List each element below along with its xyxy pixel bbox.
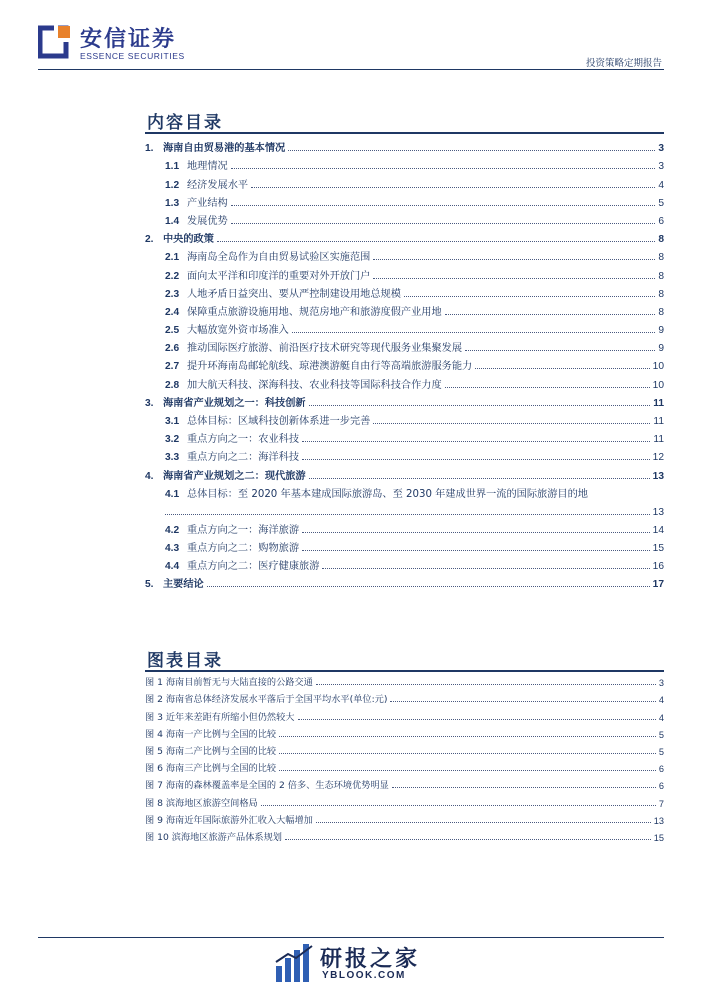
toc-entry-page: 10 xyxy=(652,379,664,391)
leader-dots xyxy=(316,822,651,823)
leader-dots xyxy=(292,332,655,333)
leader-dots xyxy=(309,478,650,479)
leader-dots xyxy=(231,223,656,224)
toc-entry-number: 4.3 xyxy=(165,542,180,554)
toc-entry[interactable] xyxy=(145,209,664,227)
leader-dots xyxy=(445,314,656,315)
toc-entry-page: 3 xyxy=(658,143,664,155)
leader-dots xyxy=(279,753,656,754)
toc-entry-page: 6 xyxy=(658,215,664,227)
figure-entry[interactable] xyxy=(145,740,664,757)
toc-entry[interactable] xyxy=(145,263,664,281)
toc-entry-text: 地理情况 xyxy=(187,161,228,173)
leader-dots xyxy=(392,787,656,788)
toc-entry[interactable] xyxy=(145,409,664,427)
toc-entry[interactable] xyxy=(145,336,664,354)
watermark xyxy=(272,940,472,988)
toc-entry-text: 推动国际医疗旅游、前沿医疗技术研究等现代服务业集聚发展 xyxy=(187,343,463,355)
toc-entry-text: 总体目标：区域科技创新体系进一步完善 xyxy=(187,416,371,427)
toc-entry-page: 11 xyxy=(653,416,664,427)
toc-entry-page: 3 xyxy=(658,161,664,173)
figure-entry-text: 图 6 海南三产比例与全国的比较 xyxy=(145,763,277,775)
figure-entry-text: 图 7 海南的森林覆盖率是全国的 2 倍多、生态环境优势明显 xyxy=(145,780,389,792)
header-divider xyxy=(38,69,664,70)
figure-entry-text: 图 4 海南一产比例与全国的比较 xyxy=(145,728,277,740)
toc-entry[interactable] xyxy=(145,172,664,190)
toc-entry-number: 4.4 xyxy=(165,561,180,573)
figure-entry-text: 图 8 滨海地区旅游空间格局 xyxy=(145,797,258,809)
figure-entry[interactable] xyxy=(145,791,664,808)
toc-entry-text: 中央的政策 xyxy=(163,234,214,246)
leader-dots xyxy=(302,532,650,533)
leader-dots xyxy=(373,423,650,424)
toc-entry[interactable] xyxy=(145,445,664,463)
figures-title: 图表目录 xyxy=(147,651,223,671)
toc-entry-page: 11 xyxy=(653,434,664,446)
figure-entry-page: 4 xyxy=(658,695,664,706)
figure-entry[interactable] xyxy=(145,723,664,740)
toc-entry-number: 1.2 xyxy=(165,179,180,191)
toc-entry-text: 产业结构 xyxy=(187,197,228,209)
toc-entry-page: 13 xyxy=(652,506,664,518)
footer-divider xyxy=(38,937,664,938)
toc-entry-text: 大幅放宽外资市场准入 xyxy=(187,325,289,337)
watermark-text-cn: 研报之家 xyxy=(320,947,421,972)
figure-entry-text: 图 2 海南省总体经济发展水平落后于全国平均水平(单位:元) xyxy=(145,694,388,706)
toc-entry-number: 2. xyxy=(145,234,154,246)
leader-dots xyxy=(285,839,651,840)
watermark-text-en: YBLOOK.COM xyxy=(322,970,406,981)
toc-entry-page: 4 xyxy=(658,179,664,191)
toc-entry[interactable] xyxy=(145,154,664,172)
leader-dots xyxy=(404,296,655,297)
toc-entry[interactable] xyxy=(145,427,664,445)
figure-entry-text: 图 1 海南目前暂无与大陆直接的公路交通 xyxy=(145,677,313,689)
leader-dots xyxy=(316,684,656,685)
toc-entry[interactable] xyxy=(145,354,664,372)
toc-entry[interactable] xyxy=(145,372,664,390)
toc-entry-page: 5 xyxy=(658,197,664,209)
report-type-label: 投资策略定期报告 xyxy=(585,58,662,69)
toc-entry-number: 1.4 xyxy=(165,215,180,227)
toc-entry-page: 16 xyxy=(652,561,664,573)
leader-dots xyxy=(302,550,650,551)
figure-entry-text: 图 5 海南二产比例与全国的比较 xyxy=(145,745,277,757)
toc-entry[interactable] xyxy=(145,536,664,554)
toc-entry-number: 3.1 xyxy=(165,416,180,427)
toc-entry-number: 2.5 xyxy=(165,325,180,337)
toc-entry-number: 5. xyxy=(145,579,154,591)
toc-entry-page: 10 xyxy=(652,361,664,373)
toc-entry[interactable] xyxy=(145,554,664,572)
toc-entry-text: 经济发展水平 xyxy=(187,179,249,191)
toc-entry-number: 3.3 xyxy=(165,452,180,464)
leader-dots xyxy=(302,459,650,460)
leader-dots xyxy=(322,568,649,569)
toc-entry-text: 重点方向之二：医疗健康旅游 xyxy=(187,561,320,573)
toc-entry[interactable] xyxy=(145,245,664,263)
toc-entry[interactable] xyxy=(145,572,664,590)
toc-entry-text: 主要结论 xyxy=(163,579,204,591)
toc-entry-page: 13 xyxy=(652,470,664,482)
leader-dots xyxy=(465,350,655,351)
toc-entry-page: 8 xyxy=(658,252,664,264)
toc-entry-text: 总体目标：至 2020 年基本建成国际旅游岛、至 2030 年建成世界一流的国际旅游目的地 xyxy=(187,488,588,500)
figure-entry-text: 图 3 近年来差距有所缩小但仍然较大 xyxy=(145,711,295,723)
figure-entry-text: 图 9 海南近年国际旅游外汇收入大幅增加 xyxy=(145,814,313,826)
figure-entry-text: 图 10 滨海地区旅游产品体系规划 xyxy=(145,831,282,843)
toc-entry-page: 8 xyxy=(658,270,664,282)
toc-entry-text: 加大航天科技、深海科技、农业科技等国际科技合作力度 xyxy=(187,379,442,391)
toc-entry-number: 4.2 xyxy=(165,524,180,536)
figure-entry-page: 15 xyxy=(653,832,664,843)
toc-entry[interactable] xyxy=(145,282,664,300)
leader-dots xyxy=(309,405,651,406)
toc-entry[interactable] xyxy=(145,463,664,481)
toc-entry-text: 重点方向之一：农业科技 xyxy=(187,434,300,446)
toc-entry-text: 面向太平洋和印度洋的重要对外开放门户 xyxy=(187,270,371,282)
leader-dots xyxy=(373,259,655,260)
toc-entry[interactable] xyxy=(145,300,664,318)
toc-entry[interactable] xyxy=(145,482,664,518)
figure-entry-page: 4 xyxy=(658,712,664,723)
toc-entry-page: 12 xyxy=(652,452,664,464)
leader-dots xyxy=(475,368,649,369)
toc-entry-number: 2.7 xyxy=(165,361,180,373)
toc-entry-number: 2.8 xyxy=(165,379,180,391)
toc-entry-number: 3.2 xyxy=(165,434,180,446)
toc-entry-page: 15 xyxy=(652,542,664,554)
toc-entry-page: 11 xyxy=(653,397,664,409)
bar-chart-icon xyxy=(274,942,316,984)
toc-entry-page: 8 xyxy=(658,288,664,300)
toc-entry-number: 2.1 xyxy=(165,252,180,264)
toc-entry-number: 4.1 xyxy=(165,488,180,500)
leader-dots xyxy=(373,278,655,279)
toc-entry-text: 重点方向之二：海洋科技 xyxy=(187,452,300,464)
toc-entry-number: 1. xyxy=(145,143,154,155)
leader-dots xyxy=(279,770,656,771)
toc-entry-text: 重点方向之二：购物旅游 xyxy=(187,542,300,554)
figure-entry-page: 13 xyxy=(653,815,664,826)
leader-dots xyxy=(445,387,650,388)
table-of-contents xyxy=(145,133,664,590)
essence-logo-icon xyxy=(38,24,74,60)
toc-entry-number: 2.2 xyxy=(165,270,180,282)
toc-entry-text: 发展优势 xyxy=(187,215,228,227)
toc-entry[interactable] xyxy=(145,227,664,245)
toc-entry[interactable] xyxy=(145,191,664,209)
toc-entry-page: 8 xyxy=(658,306,664,318)
figure-entry[interactable] xyxy=(145,688,664,705)
toc-entry[interactable] xyxy=(145,518,664,536)
figure-entry[interactable] xyxy=(145,774,664,791)
toc-entry-text: 海南省产业规划之二：现代旅游 xyxy=(163,470,306,482)
leader-dots xyxy=(231,205,656,206)
leader-dots xyxy=(251,187,655,188)
leader-dots xyxy=(390,701,655,702)
toc-entry-number: 4. xyxy=(145,470,154,482)
figure-entry[interactable] xyxy=(145,671,664,688)
toc-entry-page: 17 xyxy=(652,579,664,591)
leader-dots xyxy=(279,736,656,737)
figure-entry-page: 6 xyxy=(658,781,664,792)
toc-entry-page: 14 xyxy=(652,524,664,536)
toc-entry-text: 海南自由贸易港的基本情况 xyxy=(163,143,286,155)
figure-entry[interactable] xyxy=(145,757,664,774)
toc-entry-number: 2.4 xyxy=(165,306,180,318)
toc-entry-number: 2.3 xyxy=(165,288,180,300)
figure-entry[interactable] xyxy=(145,809,664,826)
toc-entry-text: 重点方向之一：海洋旅游 xyxy=(187,524,300,536)
figure-entry-page: 7 xyxy=(658,798,664,809)
toc-entry-text: 海南省产业规划之一：科技创新 xyxy=(163,397,306,409)
page-header xyxy=(0,0,702,80)
figure-entry-page: 6 xyxy=(658,764,664,775)
logo-text-en: ESSENCE SECURITIES xyxy=(80,51,185,61)
leader-dots xyxy=(165,514,650,515)
leader-dots xyxy=(261,805,656,806)
figure-entry-page: 3 xyxy=(658,678,664,689)
toc-entry-number: 1.1 xyxy=(165,161,180,173)
figure-list xyxy=(145,671,664,843)
toc-entry-page: 8 xyxy=(658,234,664,246)
toc-entry-text: 提升环海南岛邮轮航线、琼港澳游艇自由行等高端旅游服务能力 xyxy=(187,361,473,373)
logo-text-cn: 安信证券 xyxy=(80,27,177,52)
toc-entry[interactable] xyxy=(145,136,664,154)
leader-dots xyxy=(288,150,655,151)
toc-entry-number: 2.6 xyxy=(165,343,180,355)
toc-entry-number: 3. xyxy=(145,397,154,409)
leader-dots xyxy=(298,719,656,720)
figure-entry-page: 5 xyxy=(658,746,664,757)
toc-entry[interactable] xyxy=(145,391,664,409)
toc-entry-page: 9 xyxy=(658,325,664,337)
figure-entry-page: 5 xyxy=(658,729,664,740)
toc-entry-number: 1.3 xyxy=(165,197,180,209)
toc-entry-text: 保障重点旅游设施用地、规范房地产和旅游度假产业用地 xyxy=(187,306,442,318)
leader-dots xyxy=(302,441,650,442)
toc-entry-text: 海南岛全岛作为自由贸易试验区实施范围 xyxy=(187,252,371,264)
leader-dots xyxy=(217,241,655,242)
figure-entry[interactable] xyxy=(145,705,664,722)
toc-entry[interactable] xyxy=(145,318,664,336)
toc-entry-text: 人地矛盾日益突出、要从严控制建设用地总规模 xyxy=(187,288,401,300)
toc-title: 内容目录 xyxy=(147,113,223,133)
toc-entry-page: 9 xyxy=(658,343,664,355)
leader-dots xyxy=(231,168,656,169)
leader-dots xyxy=(207,586,650,587)
figure-entry[interactable] xyxy=(145,826,664,843)
